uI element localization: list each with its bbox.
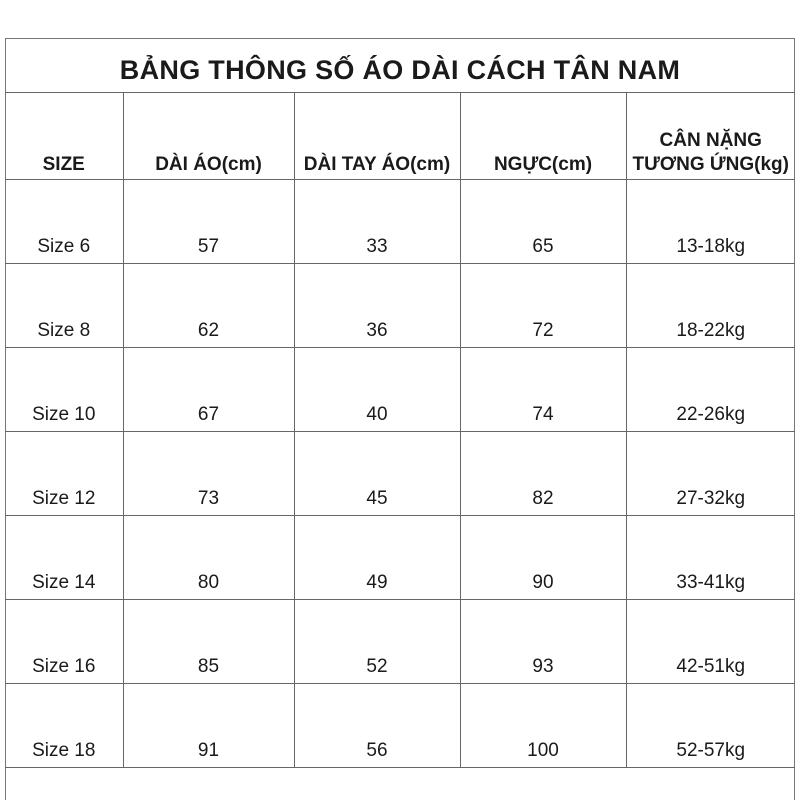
- cell-size: Size 10: [5, 348, 123, 432]
- cell-length: 57: [123, 180, 294, 264]
- table-row: [5, 600, 795, 684]
- cell-length: 85: [123, 600, 294, 684]
- table-row: [5, 684, 795, 768]
- cell-weight: 22-26kg: [626, 348, 795, 432]
- header-size: SIZE: [5, 93, 123, 180]
- table-row: [5, 432, 795, 516]
- cell-length: 67: [123, 348, 294, 432]
- cell-size: Size 18: [5, 684, 123, 768]
- table-row: [5, 516, 795, 600]
- cell-length: 73: [123, 432, 294, 516]
- cell-sleeve: 49: [294, 516, 460, 600]
- cell-chest: 72: [460, 264, 626, 348]
- cell-sleeve: 36: [294, 264, 460, 348]
- cell-sleeve: 33: [294, 180, 460, 264]
- header-weight-line1: CÂN NẶNG: [659, 130, 762, 151]
- header-weight: [626, 93, 795, 180]
- header-row: [5, 93, 795, 180]
- cell-length: 80: [123, 516, 294, 600]
- header-length: DÀI ÁO(cm): [123, 93, 294, 180]
- cell-chest: 93: [460, 600, 626, 684]
- header-sleeve: DÀI TAY ÁO(cm): [294, 93, 460, 180]
- table-row: [5, 180, 795, 264]
- cell-size: Size 14: [5, 516, 123, 600]
- cell-chest: 90: [460, 516, 626, 600]
- table-row: [5, 264, 795, 348]
- cell-sleeve: 52: [294, 600, 460, 684]
- table-row: [5, 348, 795, 432]
- cell-weight: 27-32kg: [626, 432, 795, 516]
- cell-length: 91: [123, 684, 294, 768]
- header-chest: NGỰC(cm): [460, 93, 626, 180]
- cell-chest: 100: [460, 684, 626, 768]
- page-title: BẢNG THÔNG SỐ ÁO DÀI CÁCH TÂN NAM: [119, 55, 681, 85]
- cell-size: Size 12: [5, 432, 123, 516]
- cell-sleeve: 40: [294, 348, 460, 432]
- cell-weight: 52-57kg: [626, 684, 795, 768]
- cell-weight: 42-51kg: [626, 600, 795, 684]
- cell-weight: 18-22kg: [626, 264, 795, 348]
- cell-sleeve: 56: [294, 684, 460, 768]
- cell-chest: 74: [460, 348, 626, 432]
- cell-length: 62: [123, 264, 294, 348]
- header-weight-line2: TƯƠNG ỨNG(kg): [632, 154, 789, 175]
- cell-weight: 13-18kg: [626, 180, 795, 264]
- cell-size: Size 8: [5, 264, 123, 348]
- cell-size: Size 16: [5, 600, 123, 684]
- size-chart-table: [5, 92, 795, 768]
- cell-chest: 82: [460, 432, 626, 516]
- cell-size: Size 6: [5, 180, 123, 264]
- cell-weight: 33-41kg: [626, 516, 795, 600]
- cell-chest: 65: [460, 180, 626, 264]
- cell-sleeve: 45: [294, 432, 460, 516]
